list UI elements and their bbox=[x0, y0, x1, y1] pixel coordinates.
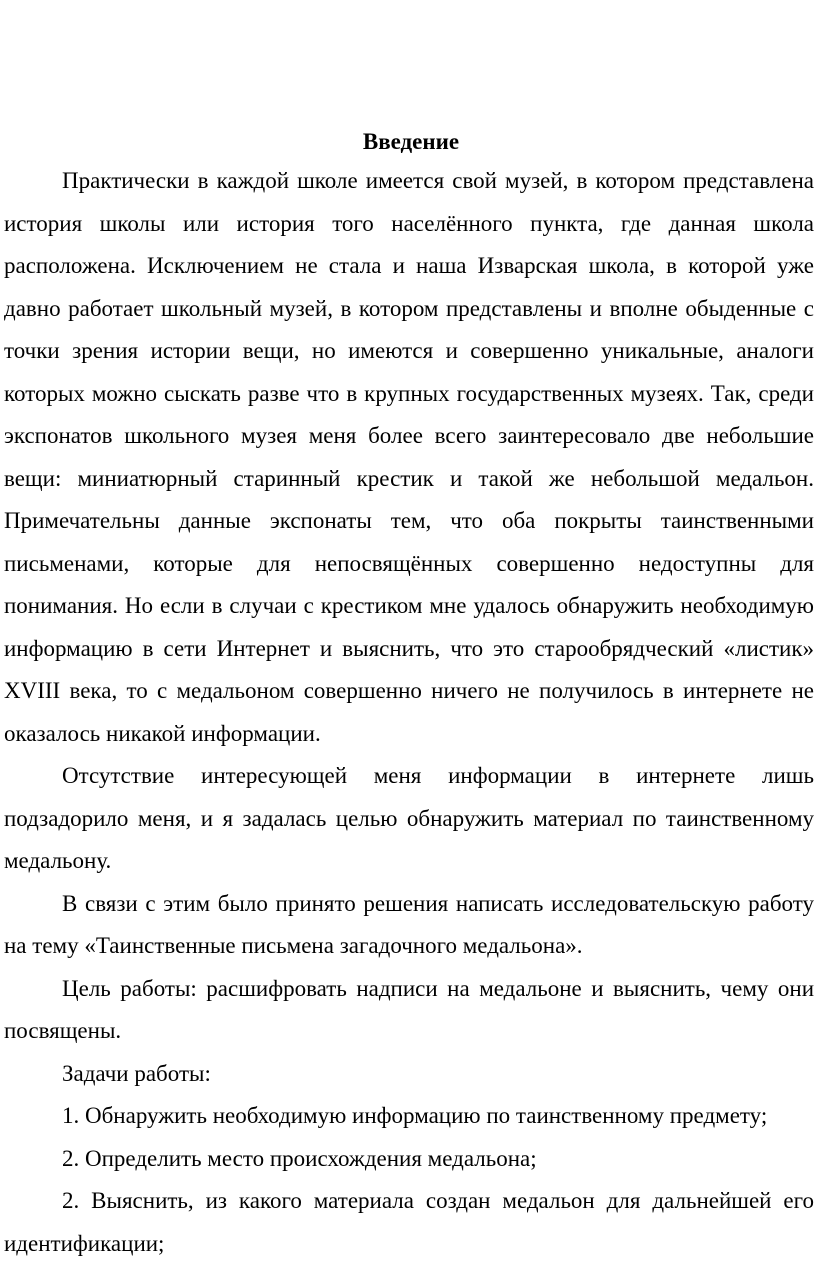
intro-paragraph: Практически в каждой школе имеется свой музей, в котором представлена история школы или история того населённого пункта, где данная школа расположена. Исключением не стала и наша Изварская школа, в которой уже давно работает школьный музей, в котором представлены и вполне обыденные с точки зрения истории вещи, но имеются и совершенно уникальные, аналоги которых можно сыскать разве что в крупных государственных музеях. Так, среди экспонатов школьного музея меня более всего заинтересовало две небольшие вещи: миниатюрный старинный крестик и такой же небольшой медальон. Примечательны данные экспонаты тем, что оба покрыты таинственными письменами, которые для непосвящённых совершенно недоступны для понимания. Но если в случаи с крестиком мне удалось обнаружить необходимую информацию в сети Интернет и выяснить, что это старообрядческий «листик» XVIII века, то с медальоном совершенно ничего не получилось в интернете не оказалось никакой информации. bbox=[4, 168, 814, 746]
document-page bbox=[4, 124, 814, 1265]
goal-paragraph: Цель работы: расшифровать надписи на медальоне и выяснить, чему они посвящены. bbox=[4, 975, 814, 1043]
task-item: 2. Выяснить, из какого материала создан медальон для дальнейшей его идентификации; bbox=[4, 1188, 814, 1256]
tasks-heading: Задачи работы: bbox=[62, 1060, 211, 1086]
task-item: 1. Обнаружить необходимую информацию по таинственному предмету; bbox=[62, 1103, 768, 1128]
motivation-paragraph: Отсутствие интересующей меня информации в интернете лишь подзадорило меня, и я задалась целью обнаружить материал по таинственному медальону. bbox=[4, 763, 814, 873]
decision-paragraph: В связи с этим было принято решения написать исследовательскую работу на тему «Таинственные письмена загадочного медальона». bbox=[4, 890, 814, 958]
section-title: Введение bbox=[362, 129, 460, 154]
task-item: 2. Определить место происхождения медальона; bbox=[62, 1145, 537, 1171]
